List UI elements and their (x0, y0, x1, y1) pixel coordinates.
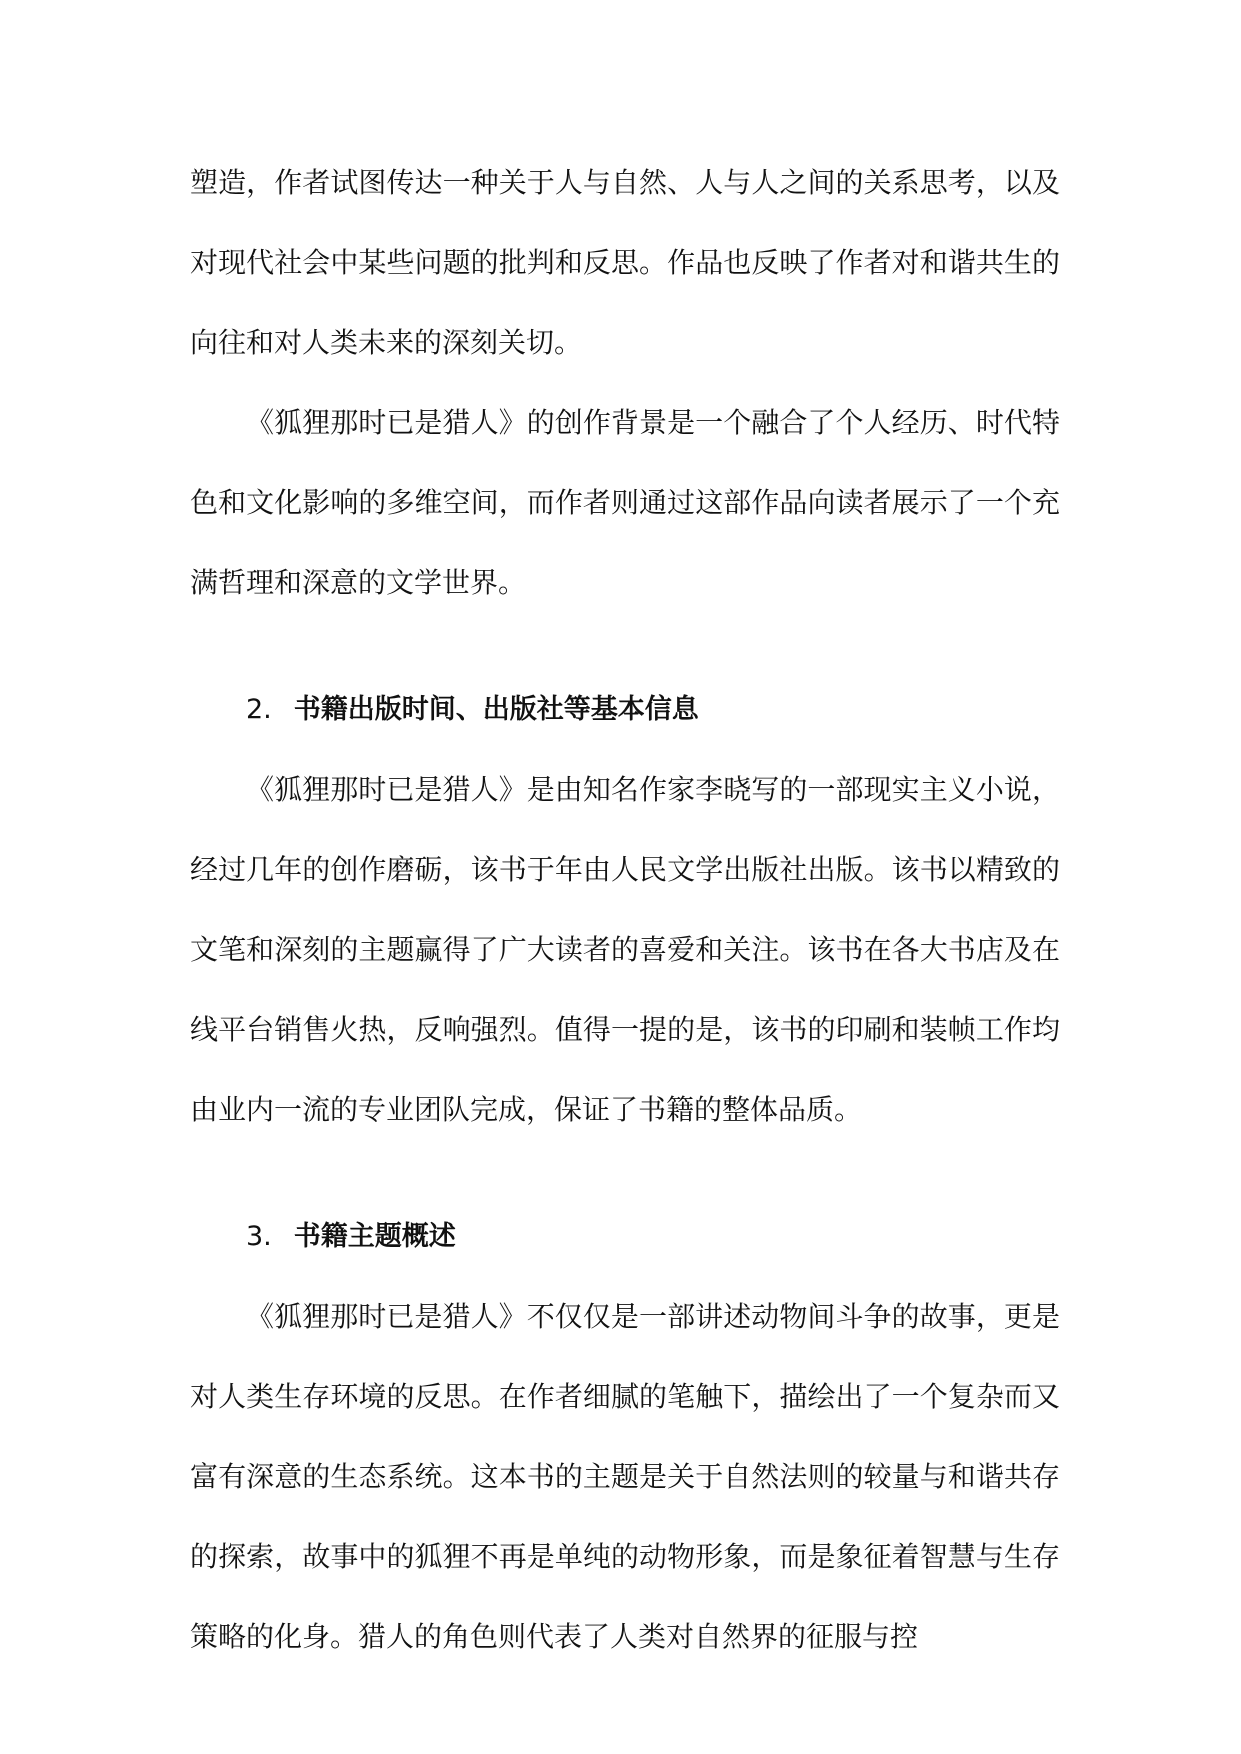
section-number: 2. (246, 694, 272, 725)
section-title: 书籍主题概述 (293, 1221, 456, 1252)
paragraph-publication-info: 《狐狸那时已是猎人》是由知名作家李晓写的一部现实主义小说，经过几年的创作磨砺，该书于年由人民文学出版社出版。该书以精致的文笔和深刻的主题赢得了广大读者的喜爱和关注。该书在各大书店及在线平台销售火热，反响强烈。值得一提的是，该书的印刷和装帧工作均由业内一流的专业团队完成，保证了书籍的整体品质。 (190, 773, 1060, 1126)
paragraph-continuation: 塑造，作者试图传达一种关于人与自然、人与人之间的关系思考，以及对现代社会中某些问题的批判和反思。作品也反映了作者对和谐共生的向往和对人类未来的深刻关切。 (190, 166, 1060, 359)
paragraph-theme-overview: 《狐狸那时已是猎人》不仅仅是一部讲述动物间斗争的故事，更是对人类生存环境的反思。在作者细腻的笔触下，描绘出了一个复杂而又富有深意的生态系统。这本书的主题是关于自然法则的较量与和谐共存的探索，故事中的狐狸不再是单纯的动物形象，而是象征着智慧与生存策略的化身。猎人的角色则代表了人类对自然界的征服与控 (190, 1300, 1060, 1653)
section-heading-theme-overview (190, 1197, 1060, 1277)
section-heading-publication-info (190, 670, 1060, 750)
section-title: 书籍出版时间、出版社等基本信息 (293, 694, 699, 725)
section-gap (190, 1150, 1060, 1197)
section-number: 3. (246, 1221, 272, 1252)
section-gap (190, 623, 1060, 670)
paragraph-creation-background: 《狐狸那时已是猎人》的创作背景是一个融合了个人经历、时代特色和文化影响的多维空间，而作者则通过这部作品向读者展示了一个充满哲理和深意的文学世界。 (190, 406, 1060, 599)
document-body (190, 143, 1060, 1677)
